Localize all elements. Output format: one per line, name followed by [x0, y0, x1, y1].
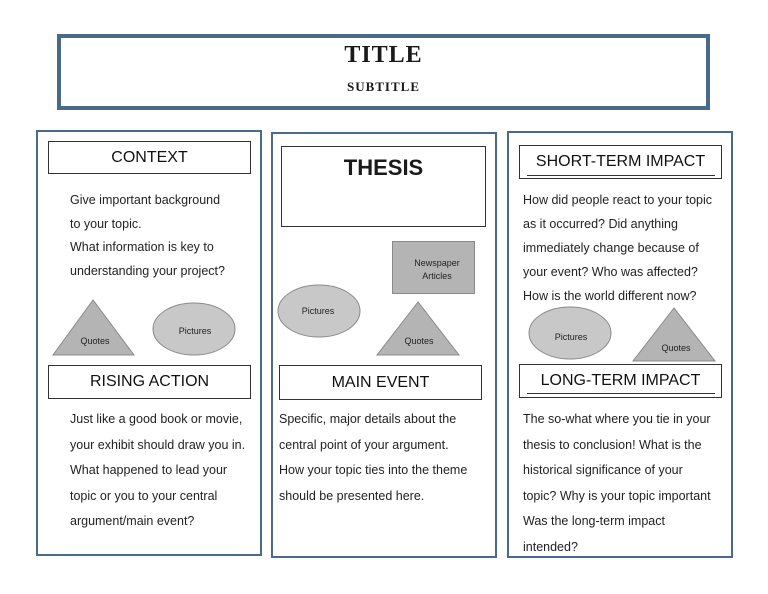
- short-term-impact-heading-text: SHORT-TERM IMPACT: [535, 153, 706, 170]
- long-term-impact-text: [523, 407, 733, 560]
- main-event-heading-text: MAIN EVENT: [331, 373, 430, 391]
- context-line: What information is key to: [70, 240, 214, 254]
- short-term-line: How is the world different now?: [523, 289, 697, 303]
- main-event-text: [279, 407, 494, 509]
- context-line: Give important background: [70, 193, 221, 207]
- main-event-line: should be presented here.: [279, 488, 425, 503]
- title-banner: [57, 34, 710, 110]
- left-quotes-label: Quotes: [80, 336, 110, 346]
- rising-line: argument/main event?: [70, 514, 195, 528]
- short-term-line: How did people react to your topic: [523, 193, 712, 207]
- rising-line: What happened to lead your: [70, 463, 228, 477]
- main-event-line: central point of your argument.: [279, 437, 449, 452]
- right-quotes-label: Quotes: [661, 343, 691, 353]
- newspaper-label-line: Articles: [422, 271, 452, 281]
- context-line: to your topic.: [70, 217, 142, 231]
- rising-action-heading: [48, 365, 251, 399]
- middle-pictures-label: Pictures: [301, 306, 335, 316]
- short-term-line: as it occurred? Did anything: [523, 217, 678, 231]
- heading-underline: [527, 175, 715, 176]
- newspaper-label-line: Newspaper: [414, 258, 460, 268]
- right-pictures-label: Pictures: [554, 332, 588, 342]
- main-event-line: How your topic ties into the theme: [279, 463, 468, 477]
- rising-line: Just like a good book or movie,: [70, 412, 243, 426]
- short-term-impact-text: [523, 188, 733, 308]
- long-term-line: intended?: [523, 539, 578, 554]
- rising-line: your exhibit should draw you in.: [70, 437, 246, 452]
- context-line: understanding your project?: [70, 264, 225, 278]
- left-pictures-label: Pictures: [178, 326, 212, 336]
- context-text: [70, 188, 260, 283]
- short-term-line: your event? Who was affected?: [523, 265, 698, 279]
- context-heading-text: CONTEXT: [111, 148, 188, 166]
- long-term-line: The so-what where you tie in your: [523, 412, 711, 426]
- main-event-heading: [279, 365, 482, 400]
- long-term-line: thesis to conclusion! What is the: [523, 437, 702, 452]
- rising-action-heading-text: RISING ACTION: [89, 373, 210, 390]
- page-subtitle: SUBTITLE: [346, 79, 421, 94]
- long-term-line: historical significance of your: [523, 463, 683, 477]
- thesis-box: [281, 146, 486, 227]
- thesis-heading: THESIS: [343, 155, 424, 180]
- heading-underline: [527, 393, 715, 394]
- quotes-triangle: [377, 302, 459, 355]
- newspaper-label: [392, 257, 482, 283]
- long-term-line: topic? Why is your topic important: [523, 488, 711, 503]
- short-term-line: immediately change because of: [523, 241, 699, 255]
- quotes-triangle: [53, 300, 134, 355]
- main-event-line: Specific, major details about the: [279, 412, 457, 426]
- long-term-impact-heading-text: LONG-TERM IMPACT: [540, 372, 701, 389]
- rising-line: topic or you to your central: [70, 488, 218, 503]
- middle-quotes-label: Quotes: [404, 336, 434, 346]
- quotes-triangle: [633, 308, 715, 361]
- page-title: TITLE: [344, 42, 423, 68]
- long-term-line: Was the long-term impact: [523, 514, 665, 528]
- short-term-impact-heading: [519, 145, 722, 179]
- context-heading: [48, 141, 251, 174]
- rising-action-text: [70, 407, 262, 535]
